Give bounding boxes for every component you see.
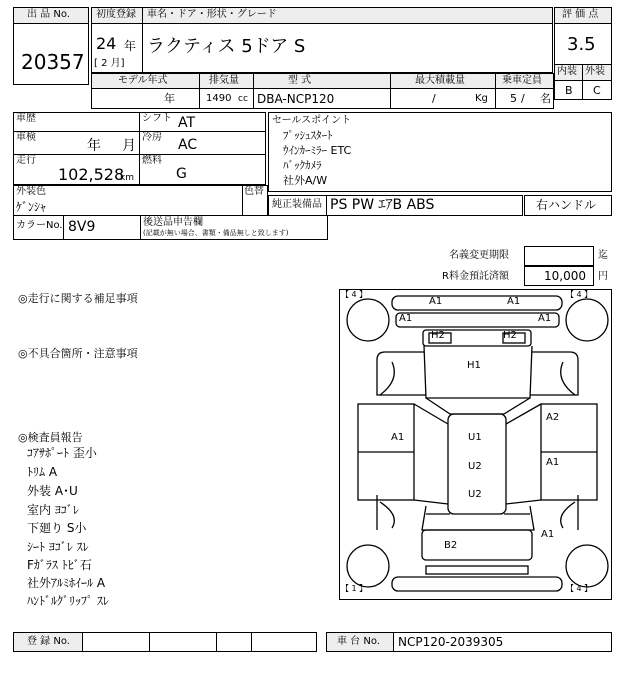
recycle-unit: 円 — [598, 271, 608, 282]
handle-value: 右ハンドル — [536, 198, 597, 212]
exterior-label: 外装 — [585, 66, 605, 77]
ext-color-label: 外装色 — [16, 186, 46, 197]
front-wheel-arch-left — [380, 362, 394, 395]
first-reg-year: 24 — [96, 34, 117, 53]
capacity-value: 5 — [510, 92, 517, 105]
lot-no-label: 出 品 No. — [27, 9, 70, 20]
tire-rear-left — [347, 545, 389, 587]
reg-no-cell-3 — [216, 632, 252, 652]
interior-label: 内装 — [557, 66, 577, 77]
inspector-item: 下廻り S小 — [27, 521, 87, 535]
damage-mark: A1 — [546, 457, 560, 468]
front-bumper-outline — [392, 296, 562, 310]
score-label: 評 価 点 — [562, 9, 599, 20]
first-reg-label: 初度登録 — [96, 9, 136, 20]
load-value: / — [432, 92, 436, 105]
damage-mark: A2 — [546, 412, 560, 423]
ac-value: AC — [178, 137, 198, 153]
damage-mark: H2 — [431, 330, 445, 341]
model-year-value: 年 — [164, 92, 175, 105]
model-year-box — [91, 88, 200, 109]
color-no-label: カラーNo. — [16, 220, 63, 231]
shift-value: AT — [178, 115, 196, 131]
damage-mark: A1 — [538, 313, 552, 324]
type-label: 型 式 — [288, 75, 312, 86]
hood-outline — [424, 346, 532, 398]
damage-mark: U2 — [468, 489, 482, 500]
reg-no-cell-1 — [82, 632, 150, 652]
lot-no: 20357 — [21, 50, 85, 74]
shift-label: シフト — [142, 113, 172, 124]
genuine-label: 純正装備品 — [272, 199, 322, 210]
front-grille-outline — [396, 313, 559, 327]
fuel-label: 燃料 — [142, 155, 162, 166]
chassis-label: 車 台 No. — [337, 636, 380, 647]
type-label-box — [253, 73, 391, 89]
tire-label-rear-right: 【 4 】 — [566, 584, 593, 593]
ext-color-value: ｹﾞﾝｼｬ — [16, 200, 47, 214]
inspection-month: 月 — [122, 138, 136, 154]
exterior-grade: C — [593, 84, 601, 97]
damage-mark: U2 — [468, 461, 482, 472]
damage-mark: H2 — [503, 330, 517, 341]
tire-front-left — [347, 299, 389, 341]
sales-point-item: 社外A/W — [283, 174, 328, 187]
inspector-item: ｼｰﾄ ﾖｺﾞﾚ ｽﾚ — [27, 540, 89, 554]
defects-label: ◎不具合箇所・注意事項 — [18, 347, 138, 360]
rear-wheel-arch-left — [380, 502, 394, 528]
capacity-unit: 名 — [540, 92, 551, 105]
car-name: ラクティス 5ドア S — [147, 36, 306, 57]
sales-point-item: ｳｲﾝｶｰﾐﾗｰ ETC — [283, 144, 352, 157]
inspector-item: ｺｱｻﾎﾟｰﾄ 歪小 — [27, 446, 97, 460]
ext-color-box — [13, 185, 243, 216]
inspector-item: Fｶﾞﾗｽ ﾄﾋﾞ石 — [27, 558, 92, 572]
history-label: 車歴 — [16, 113, 36, 124]
inspection-label: 車検 — [16, 132, 36, 143]
rear-hatch — [422, 506, 534, 530]
capacity-sep: / — [521, 92, 525, 105]
damage-mark: H1 — [467, 360, 481, 371]
front-fender-left — [377, 360, 426, 395]
windshield — [426, 398, 530, 414]
capacity-label: 乗車定員 — [502, 75, 542, 86]
damage-mark: A1 — [507, 296, 521, 307]
damage-mark: A1 — [541, 529, 555, 540]
reg-no-cell-4 — [251, 632, 317, 652]
mileage-unit: km — [120, 173, 134, 183]
first-reg-year-char: 年 — [124, 39, 137, 53]
score: 3.5 — [567, 34, 596, 55]
type-value: DBA-NCP120 — [257, 92, 335, 106]
ac-label: 冷房 — [142, 132, 162, 143]
recycle-label: R料金預託済額 — [442, 271, 509, 282]
damage-mark: U1 — [468, 432, 482, 443]
sales-point-item: ﾊﾞｯｸｶﾒﾗ — [283, 159, 322, 172]
damage-mark: A1 — [399, 313, 413, 324]
damage-mark: A1 — [391, 432, 405, 443]
name-change-label: 名義変更期限 — [449, 250, 509, 261]
inspector-item: ﾄﾘﾑ A — [27, 465, 58, 479]
inspector-item: 社外ｱﾙﾐﾎｲｰﾙ A — [27, 576, 106, 590]
sales-point-item: ﾌﾟｯｼｭｽﾀｰﾄ — [283, 129, 333, 142]
mileage-label: 走行 — [16, 155, 36, 166]
driving-notes-label: ◎走行に関する補足事項 — [18, 292, 138, 305]
rear-wheel-arch-right — [561, 502, 575, 528]
car-diagram-frame — [339, 289, 612, 600]
inspector-item: 外装 A･U — [27, 484, 78, 498]
displacement-unit: cc — [238, 94, 248, 104]
damage-mark: B2 — [444, 540, 458, 551]
displacement-label: 排気量 — [209, 75, 239, 86]
chassis-value: NCP120-2039305 — [398, 635, 504, 649]
inspector-label: ◎検査員報告 — [18, 431, 83, 444]
tire-rear-right — [566, 545, 608, 587]
tire-label-rear-left: 【 1 】 — [341, 584, 368, 593]
tailgate — [422, 530, 532, 560]
c-pillar — [414, 500, 541, 504]
interior-grade: B — [565, 84, 573, 97]
rear-garnish — [426, 566, 528, 574]
name-change-unit: 迄 — [598, 250, 608, 261]
doc-label: 後送品申告欄 — [143, 217, 203, 228]
color-no-value: 8V9 — [68, 219, 96, 235]
name-change-box — [524, 246, 594, 266]
doc-note: (記載が無い場合、書類・備品無しと致します) — [143, 229, 289, 237]
fuel-value: G — [176, 166, 187, 182]
car-diagram — [340, 290, 611, 599]
tire-label-front-right: 【 4 】 — [566, 290, 593, 299]
reg-no-label: 登 録 No. — [27, 636, 70, 647]
genuine-value: PS PW ｴｱB ABS — [330, 197, 435, 213]
front-wheel-arch-right — [561, 362, 575, 395]
reg-no-cell-2 — [149, 632, 217, 652]
damage-mark: A1 — [429, 296, 443, 307]
recycle-value: 10,000 — [544, 269, 586, 283]
car-name-label: 車名・ドア・形状・グレード — [147, 9, 277, 20]
inspection-year: 年 — [87, 138, 101, 154]
color-change-label: 色替 — [244, 186, 264, 197]
inspector-item: 室内 ﾖｺﾞﾚ — [27, 503, 79, 517]
front-fender — [377, 352, 578, 395]
load-unit: Kg — [475, 93, 488, 104]
load-label: 最大積載量 — [415, 75, 465, 86]
mileage-value: 102,528 — [58, 165, 125, 184]
first-reg-month: [ 2 月] — [94, 58, 125, 69]
rear-bumper-outline — [392, 577, 562, 591]
model-year-label: モデル年式 — [118, 75, 168, 86]
inspector-item: ﾊﾝﾄﾞﾙｸﾞﾘｯﾌﾟ ｽﾚ — [27, 594, 109, 608]
tire-label-front-left: 【 4 】 — [341, 290, 368, 299]
displacement-value: 1490 — [206, 93, 232, 104]
sales-points-label: セールスポイント — [272, 115, 352, 126]
tire-front-right — [566, 299, 608, 341]
